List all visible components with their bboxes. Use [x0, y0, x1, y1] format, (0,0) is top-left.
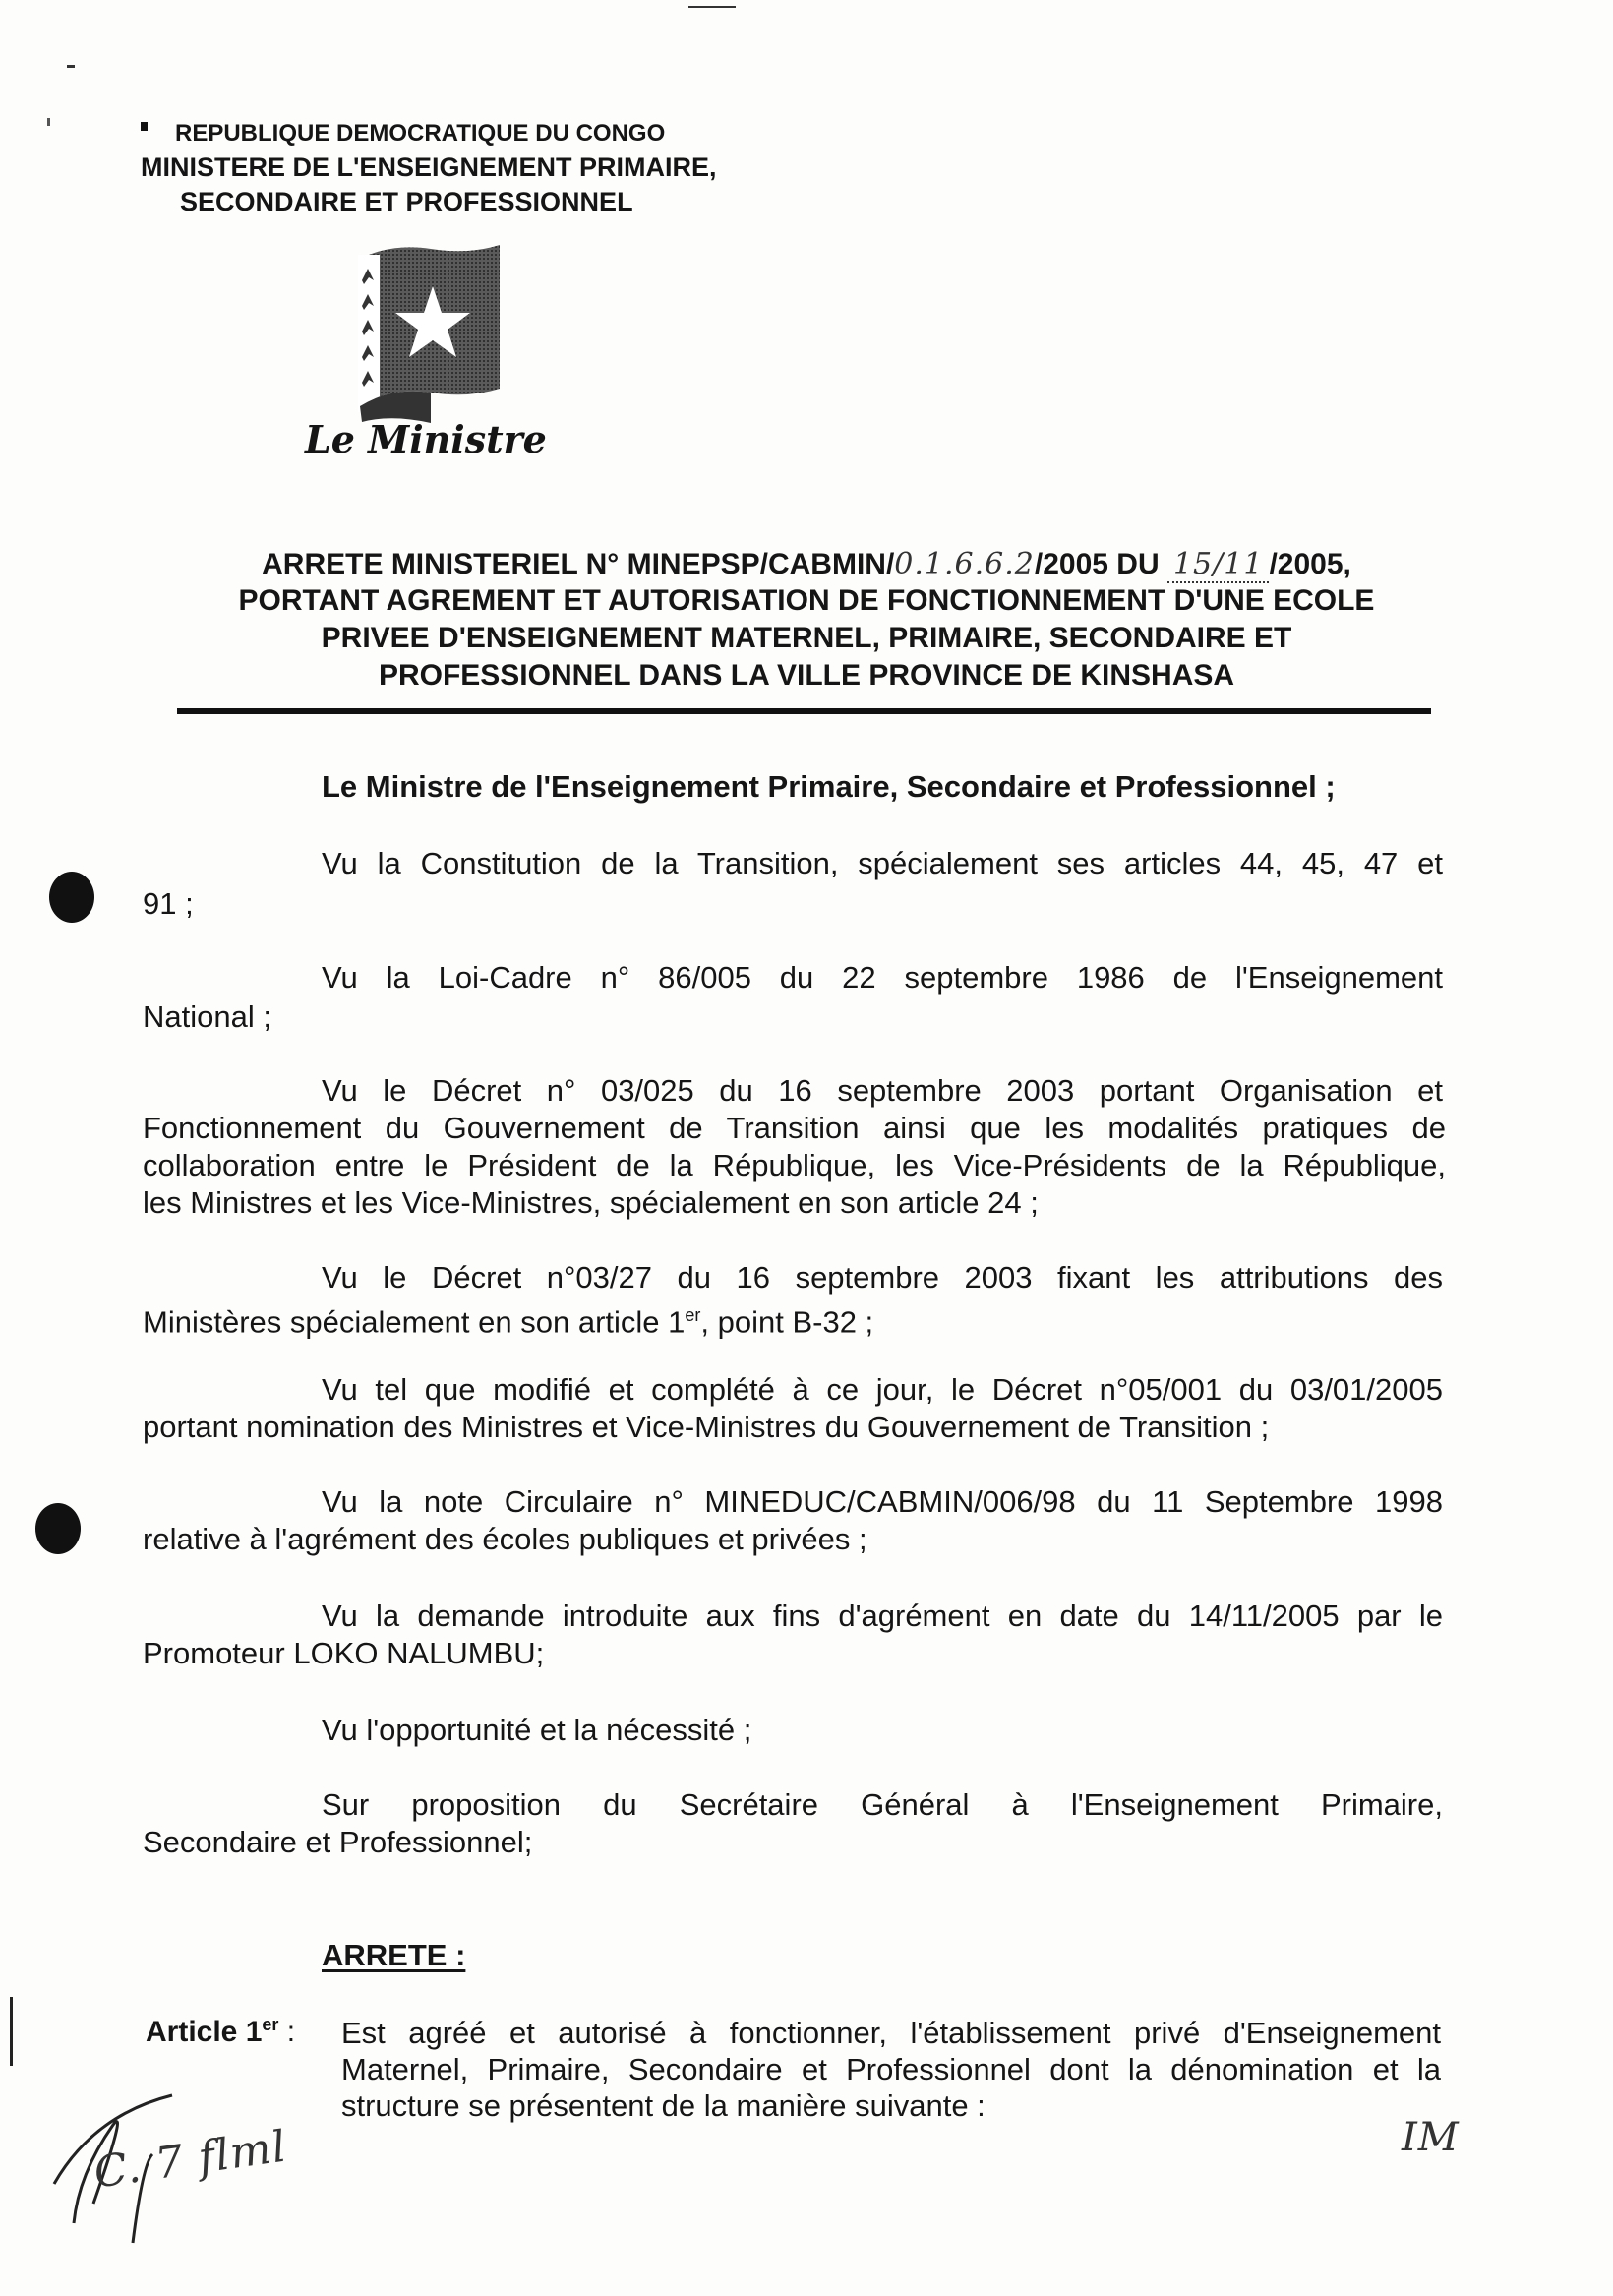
vu-constitution-1: Vu la Constitution de la Transition, spécialement ses articles 44, 45, 47 et — [322, 846, 1443, 880]
punch-hole-icon — [49, 872, 94, 923]
decree-title-line-2: PORTANT AGREMENT ET AUTORISATION DE FONCTIONNEMENT D'UNE ECOLE — [238, 584, 1375, 617]
vu-decret-1-line-4: les Ministres et les Vice-Ministres, spécialement en son article 24 ; — [143, 1185, 1039, 1220]
decree-suffix: /2005, — [1269, 548, 1351, 580]
vu-decret-3-line-2: portant nomination des Ministres et Vice-Ministres du Gouvernement de Transition ; — [143, 1410, 1270, 1444]
article-label-text: Article 1 — [146, 2016, 263, 2048]
handwritten-note-text: C. 7 flml — [90, 2121, 290, 2199]
vu-decret-2-line-2 — [143, 1297, 1446, 1341]
punch-hole-icon — [35, 1503, 81, 1554]
speck — [67, 65, 75, 68]
decree-title-line-3: PRIVEE D'ENSEIGNEMENT MATERNEL, PRIMAIRE, SECONDAIRE ET — [321, 622, 1292, 654]
speck — [47, 118, 50, 126]
decree-title-line-4: PROFESSIONNEL DANS LA VILLE PROVINCE DE KINSHASA — [378, 659, 1235, 692]
vu-opportunite: Vu l'opportunité et la nécessité ; — [322, 1713, 752, 1747]
signature-title: Le Ministre — [305, 417, 547, 461]
header-ministry-2: SECONDAIRE ET PROFESSIONNEL — [180, 187, 633, 216]
vu-decret-1-line-3: collaboration entre le Président de la République, les Vice-Présidents de la République, — [143, 1148, 1446, 1182]
sur-proposition-line-2: Secondaire et Professionnel; — [143, 1825, 533, 1859]
header-ministry: MINISTERE DE L'ENSEIGNEMENT PRIMAIRE, — [141, 152, 717, 182]
article-1-line-2: Maternel, Primaire, Secondaire et Professionnel dont la dénomination et la — [341, 2052, 1441, 2086]
vu-constitution-2: 91 ; — [143, 886, 194, 921]
decree-date-handwritten: 15/11 — [1167, 547, 1269, 583]
title-divider — [177, 708, 1431, 714]
vu-decret-2-line-1: Vu le Décret n°03/27 du 16 septembre 2003 fixant les attributions des — [322, 1260, 1443, 1295]
top-rule — [688, 6, 736, 8]
article-label-colon: : — [278, 2016, 296, 2048]
vu-decret-2-text: Ministères spécialement en son article 1 — [143, 1304, 686, 1340]
vu-decret-2-tail: , point B-32 ; — [700, 1304, 874, 1340]
arrete-heading: ARRETE : — [322, 1938, 466, 1972]
handwritten-initials: IM — [1402, 2115, 1460, 2160]
article-1-line-3: structure se présentent de la manière suivante : — [341, 2088, 986, 2123]
sur-proposition-line-1: Sur proposition du Secrétaire Général à l'Enseignement Primaire, — [322, 1787, 1443, 1822]
article-1-line-1: Est agréé et autorisé à fonctionner, l'établissement privé d'Enseignement — [341, 2016, 1441, 2050]
preamble-intro: Le Ministre de l'Enseignement Primaire, Secondaire et Professionnel ; — [322, 769, 1336, 804]
vu-demande-line-1: Vu la demande introduite aux fins d'agrément en date du 14/11/2005 par le — [322, 1599, 1443, 1633]
bullet-mark — [141, 122, 148, 131]
margin-line — [10, 1997, 13, 2066]
article-1-label — [146, 2015, 295, 2049]
decree-number-handwritten: 0.1.6.6.2 — [894, 547, 1035, 581]
vu-decret-2-sup: er — [685, 1305, 701, 1325]
vu-circulaire-line-1: Vu la note Circulaire n° MINEDUC/CABMIN/006/98 du 11 Septembre 1998 — [322, 1484, 1443, 1519]
vu-loi-cadre-1: Vu la Loi-Cadre n° 86/005 du 22 septembre 1986 de l'Enseignement — [322, 960, 1443, 995]
vu-circulaire-line-2: relative à l'agrément des écoles publiques et privées ; — [143, 1522, 867, 1556]
decree-title-line-1 — [118, 546, 1495, 583]
article-label-sup: er — [262, 2015, 279, 2034]
decree-prefix: ARRETE MINISTERIEL N° MINEPSP/CABMIN/ — [262, 548, 895, 580]
header-republic: REPUBLIQUE DEMOCRATIQUE DU CONGO — [175, 120, 666, 147]
vu-decret-3-line-1: Vu tel que modifié et complété à ce jour, le Décret n°05/001 du 03/01/2005 — [322, 1372, 1443, 1407]
vu-demande-line-2: Promoteur LOKO NALUMBU; — [143, 1636, 545, 1670]
decree-mid: /2005 DU — [1034, 548, 1167, 580]
vu-decret-1-line-1: Vu le Décret n° 03/025 du 16 septembre 2003 portant Organisation et — [322, 1073, 1443, 1108]
flag-emblem-icon — [352, 241, 505, 423]
vu-decret-1-line-2: Fonctionnement du Gouvernement de Transition ainsi que les modalités pratiques de — [143, 1111, 1446, 1145]
vu-loi-cadre-2: National ; — [143, 999, 271, 1034]
